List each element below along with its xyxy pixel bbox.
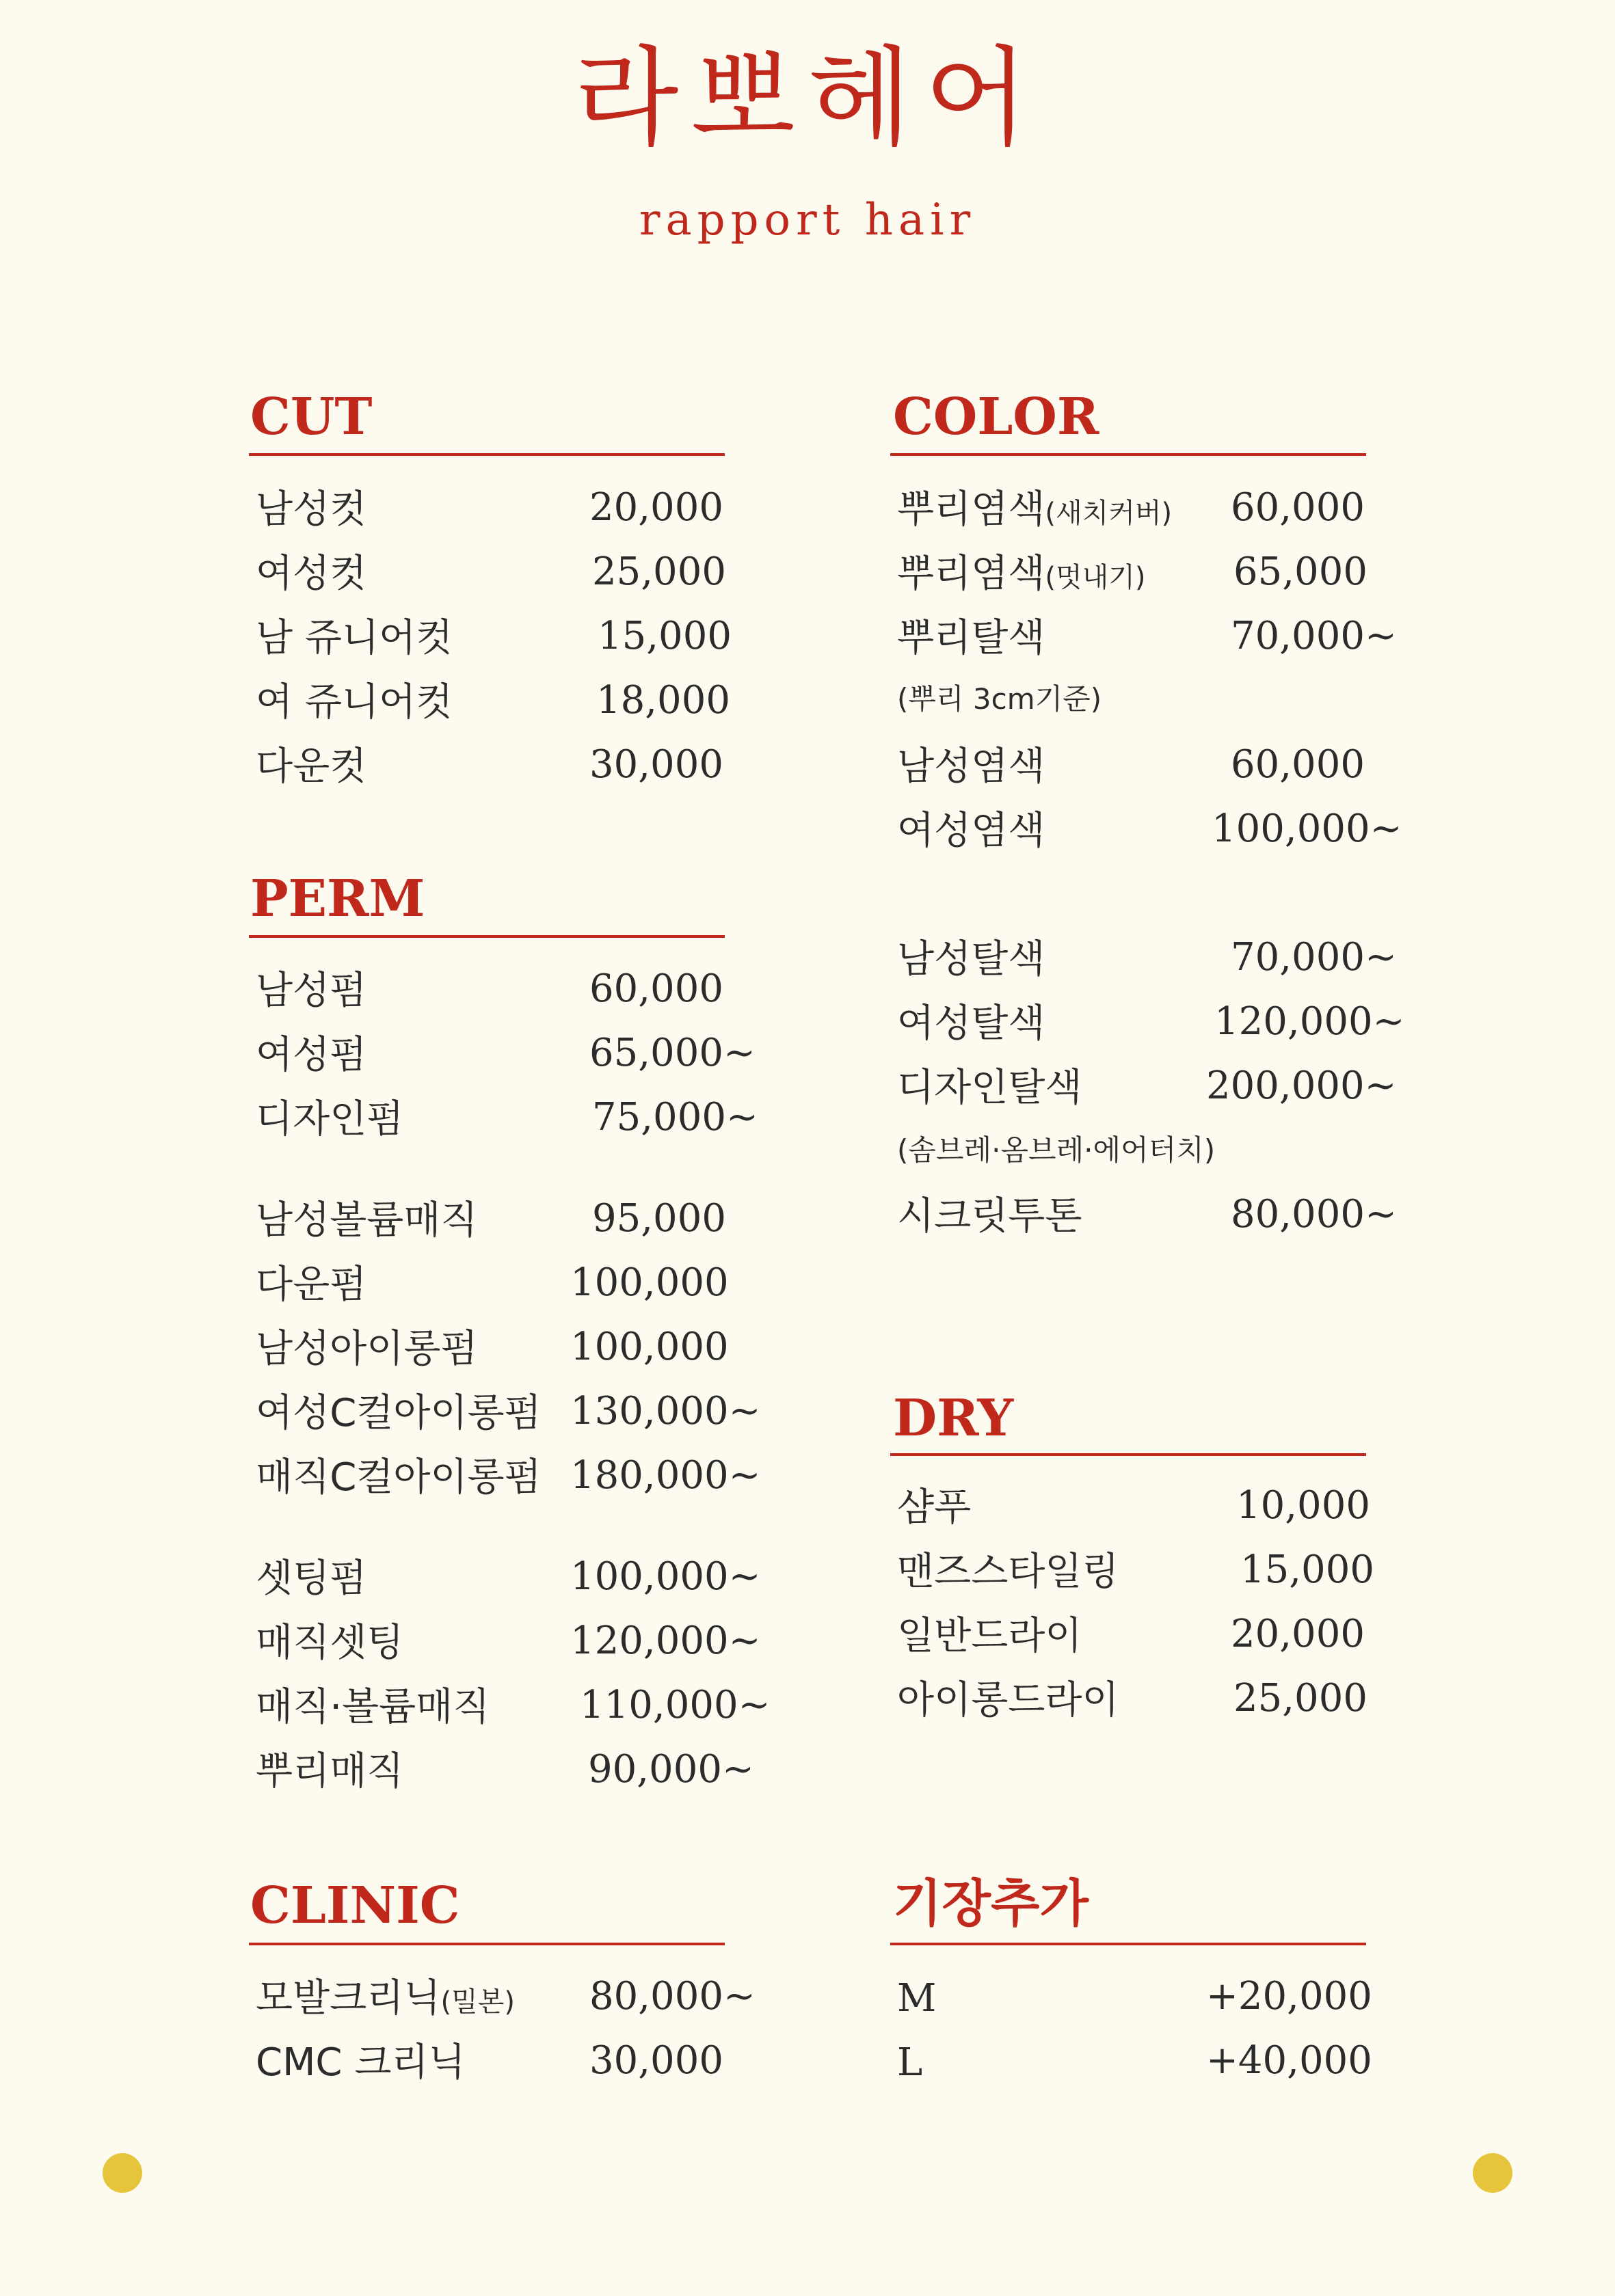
- salon-title: 라뽀헤어: [574, 36, 1041, 161]
- decorative-dot-left: [103, 2153, 142, 2193]
- menu-item-name: 아이롱드라이: [897, 1678, 1119, 1723]
- menu-item-name: 매직C컬아이롱펌: [256, 1455, 542, 1500]
- menu-item-price: 20,000: [589, 485, 723, 530]
- menu-item-name: 남성펌: [256, 969, 367, 1013]
- menu-item-price: 100,000: [570, 1260, 729, 1305]
- menu-item-price: 65,000: [1233, 550, 1367, 594]
- menu-item-name: 다운컷: [256, 744, 367, 789]
- menu-item-price: 25,000: [592, 550, 726, 594]
- menu-item-label: 뿌리염색: [897, 552, 1045, 596]
- menu-item-name: 여성컷: [256, 552, 367, 596]
- menu-item-price: 65,000~: [589, 1031, 756, 1075]
- menu-item-label: 뿌리염색: [897, 487, 1045, 532]
- menu-item-price: 80,000~: [589, 1974, 756, 2018]
- menu-item-price: 90,000~: [588, 1747, 754, 1792]
- section-heading-color: COLOR: [893, 388, 1099, 446]
- menu-item-name: 여성탈색: [897, 1001, 1045, 1046]
- section-divider-cut: [249, 453, 725, 456]
- decorative-dot-right: [1473, 2153, 1512, 2193]
- menu-item-price: 60,000: [1231, 485, 1365, 530]
- menu-item-price: 120,000~: [1214, 999, 1405, 1044]
- menu-item-price: 95,000: [592, 1196, 726, 1241]
- menu-item-note: (뿌리 3cm기준): [897, 682, 1102, 716]
- menu-item-name: 남성탈색: [897, 937, 1045, 982]
- section-heading-clinic: CLINIC: [250, 1876, 460, 1935]
- menu-item-price: 70,000~: [1231, 614, 1397, 658]
- menu-item-name: 맨즈스타일링: [897, 1550, 1119, 1594]
- menu-item-subnote: (멋내기): [1045, 562, 1146, 593]
- section-heading-perm: PERM: [250, 869, 425, 928]
- menu-item-name: L: [897, 2040, 923, 2085]
- menu-item-price: 80,000~: [1231, 1192, 1397, 1237]
- menu-item-name: 매직·볼륨매직: [256, 1685, 490, 1729]
- menu-item-name: 뿌리탈색: [897, 616, 1045, 660]
- section-divider-perm: [249, 935, 725, 938]
- section-heading-dry: DRY: [893, 1389, 1014, 1448]
- menu-item-name: 여성C컬아이롱펌: [256, 1391, 542, 1435]
- menu-item-price: 15,000: [1240, 1548, 1374, 1592]
- menu-item-price: 120,000~: [570, 1619, 761, 1663]
- menu-item-price: 60,000: [1231, 742, 1365, 787]
- menu-item-name: 샴푸: [897, 1485, 972, 1530]
- menu-item-price: 20,000: [1231, 1612, 1365, 1656]
- menu-item-price: +40,000: [1206, 2038, 1372, 2083]
- menu-item-label: 모발크리닉: [256, 1976, 441, 2021]
- menu-item-name: 남성아이롱펌: [256, 1327, 478, 1371]
- menu-item-name: 셋팅펌: [256, 1556, 367, 1601]
- menu-item-price: +20,000: [1206, 1974, 1372, 2018]
- section-heading-length: 기장추가: [893, 1874, 1089, 1933]
- menu-item-name: M: [897, 1976, 937, 2021]
- menu-item-name: 여성염색: [897, 809, 1045, 853]
- menu-item-price: 100,000: [570, 1325, 729, 1369]
- menu-item-price: 30,000: [589, 742, 723, 787]
- menu-item-name: [897, 487, 1173, 532]
- menu-item-price: 100,000~: [1212, 807, 1402, 851]
- menu-item-price: 200,000~: [1206, 1064, 1397, 1108]
- menu-item-name: 다운펌: [256, 1262, 367, 1307]
- menu-item-name: 남성염색: [897, 744, 1045, 789]
- section-divider-clinic: [249, 1943, 725, 1945]
- menu-item-name: [897, 552, 1146, 596]
- menu-item-name: 디자인펌: [256, 1097, 404, 1142]
- menu-item-price: 60,000: [589, 967, 723, 1011]
- section-divider-color: [890, 453, 1366, 456]
- menu-item-subnote: (밀본): [440, 1986, 515, 2018]
- menu-item-price: 15,000: [598, 614, 732, 658]
- menu-item-price: 100,000~: [570, 1554, 761, 1599]
- menu-item-price: 25,000: [1233, 1676, 1367, 1720]
- section-heading-cut: CUT: [250, 388, 373, 446]
- menu-item-name: 일반드라이: [897, 1614, 1082, 1658]
- menu-item-price: 10,000: [1236, 1483, 1370, 1528]
- menu-item-price: 30,000: [589, 2038, 723, 2083]
- menu-item-price: 110,000~: [580, 1683, 771, 1727]
- menu-item-name: 여성펌: [256, 1033, 367, 1077]
- menu-item-price: 75,000~: [592, 1095, 758, 1139]
- menu-item-name: 남성볼륨매직: [256, 1198, 478, 1243]
- section-divider-dry: [890, 1453, 1366, 1456]
- menu-item-name: 매직셋팅: [256, 1621, 404, 1665]
- menu-item-name: 시크릿투톤: [897, 1194, 1082, 1239]
- menu-item-price: 18,000: [596, 678, 730, 722]
- menu-item-price: 130,000~: [570, 1389, 761, 1433]
- menu-item-subnote: (새치커버): [1045, 498, 1173, 529]
- menu-item-name: 디자인탈색: [897, 1066, 1082, 1110]
- menu-item-name: 뿌리매직: [256, 1749, 404, 1794]
- salon-subtitle: rapport hair: [639, 195, 976, 245]
- menu-item-price: 70,000~: [1231, 935, 1397, 980]
- menu-item-name: 남성컷: [256, 487, 367, 532]
- menu-item-name: CMC 크리닉: [256, 2040, 466, 2085]
- menu-item-note: (솜브레·옴브레·에어터치): [897, 1133, 1216, 1167]
- menu-item-name: 여 쥬니어컷: [256, 680, 453, 725]
- menu-item-price: 180,000~: [570, 1453, 761, 1498]
- section-divider-length: [890, 1943, 1366, 1945]
- menu-item-name: 남 쥬니어컷: [256, 616, 453, 660]
- menu-item-name: [256, 1976, 515, 2021]
